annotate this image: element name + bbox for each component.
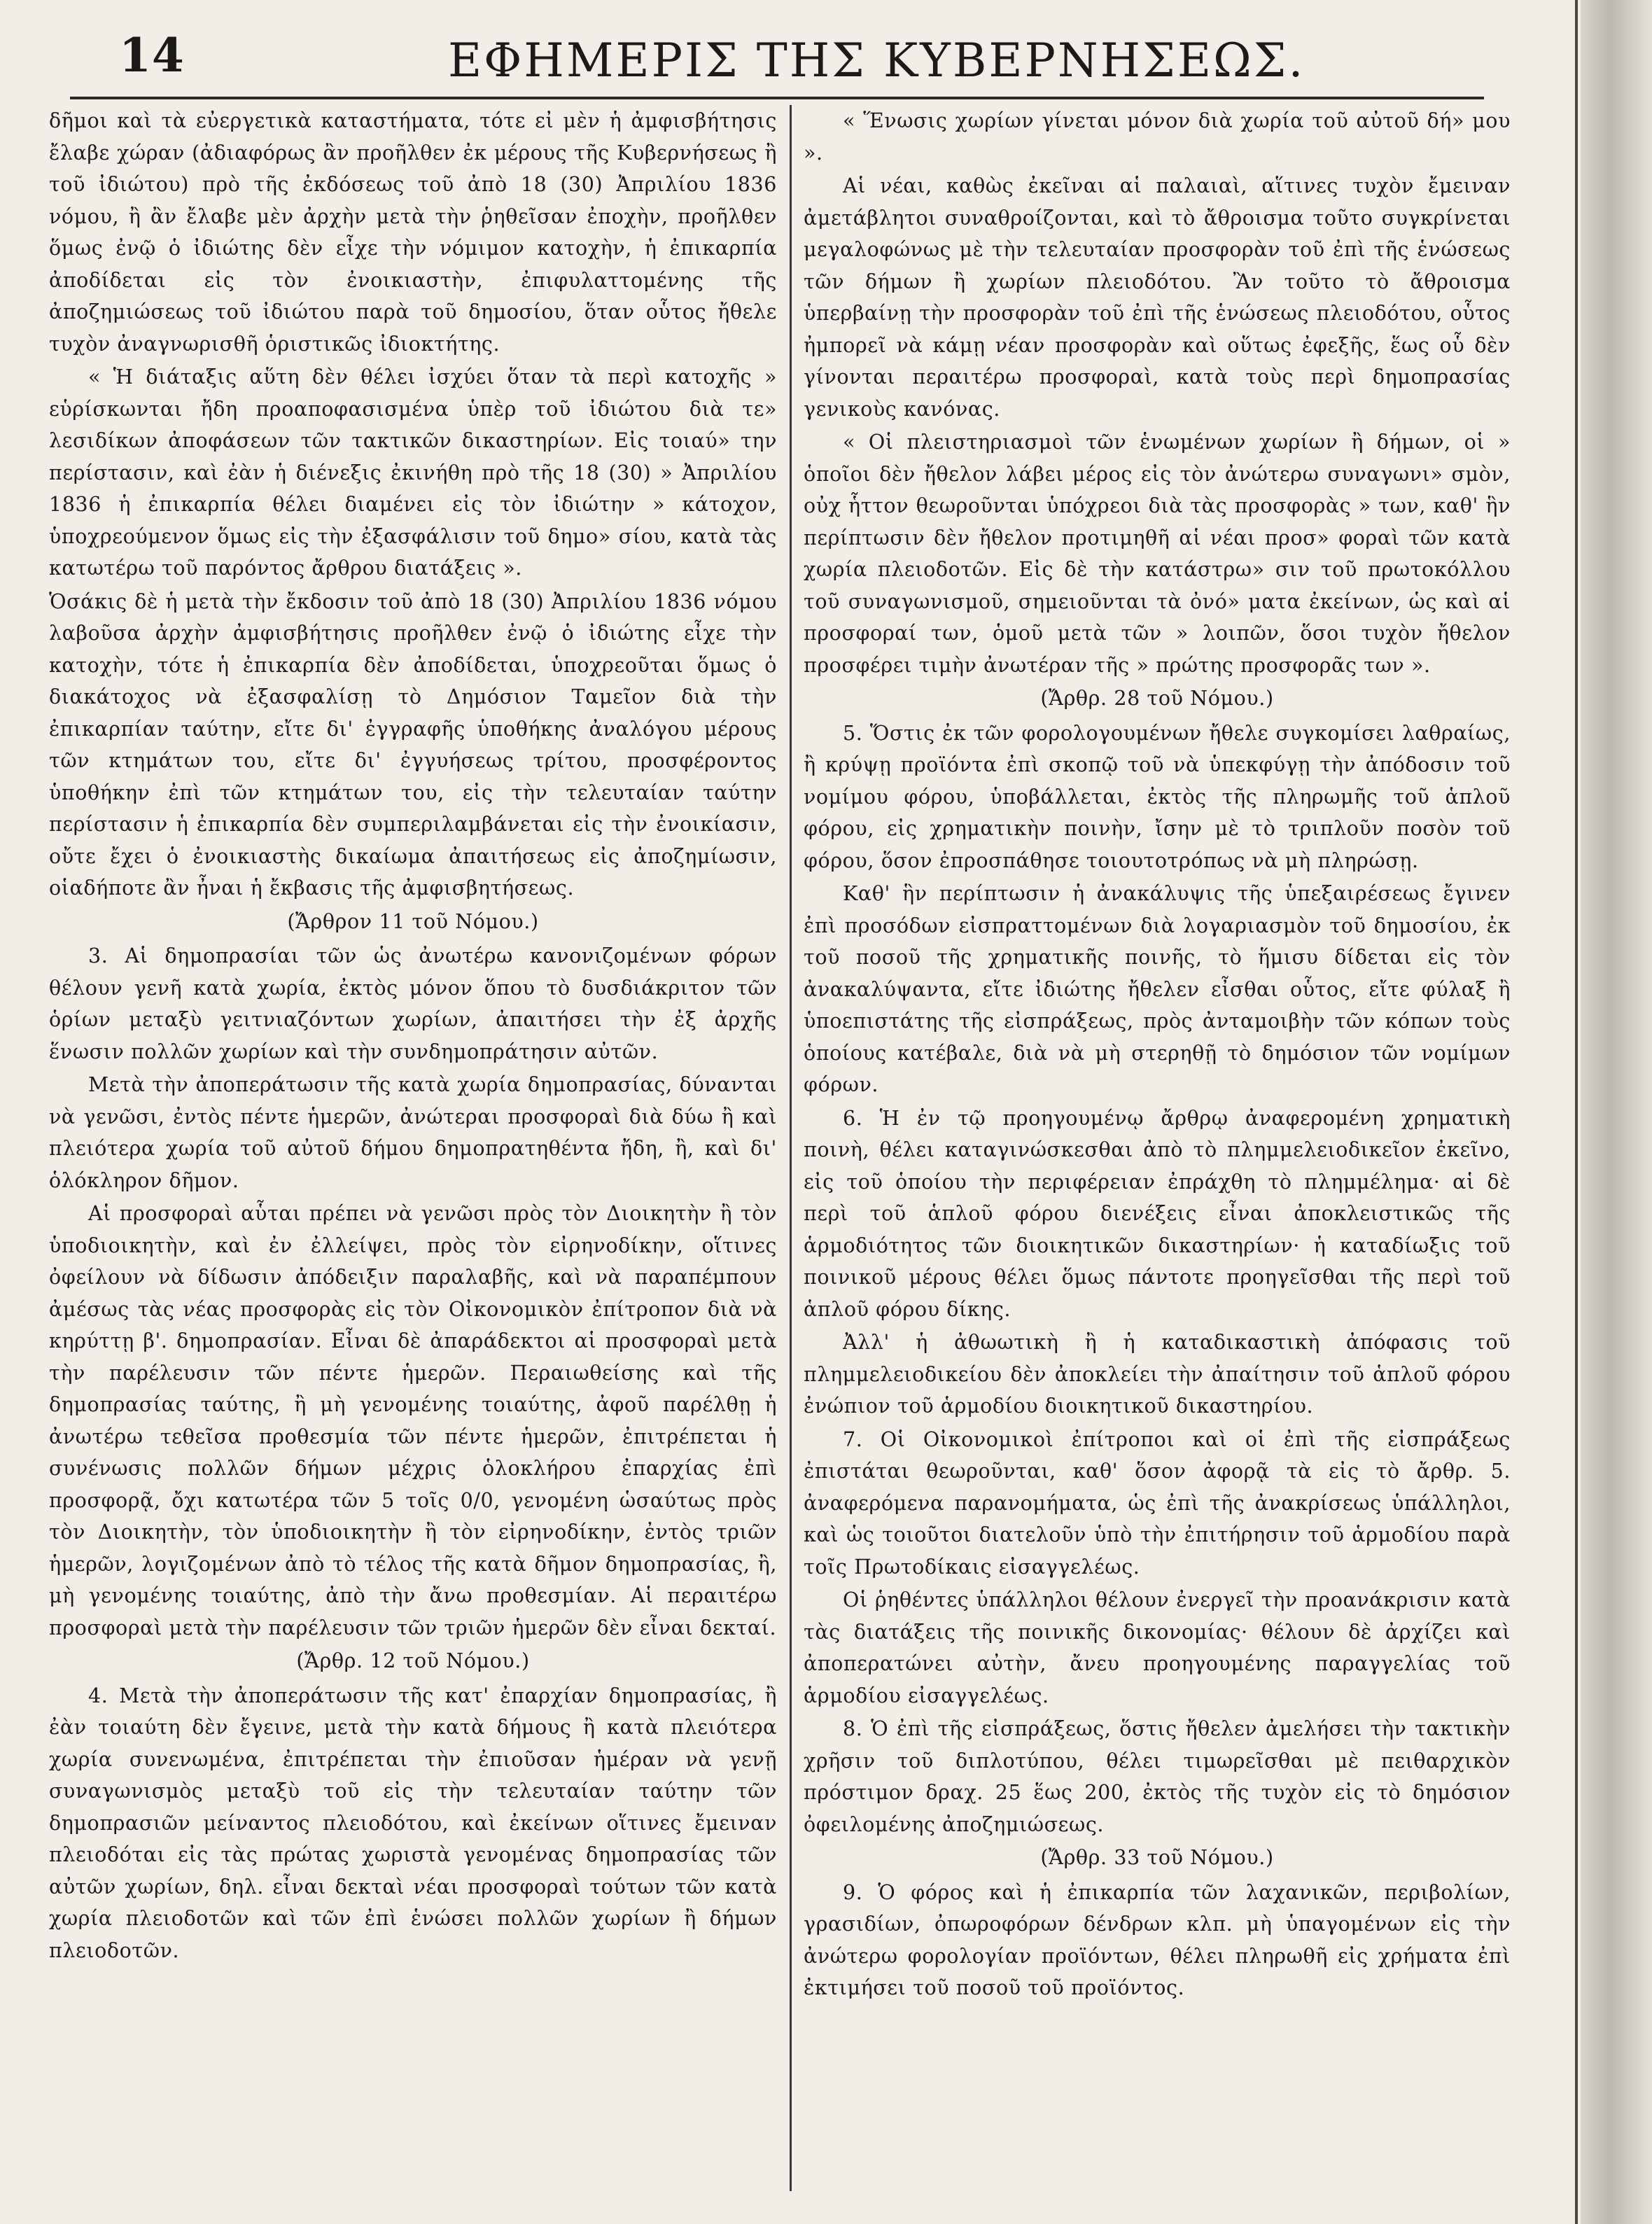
gazette-title: ΕΦΗΜΕΡΙΣ ΤΗΣ ΚΥΒΕΡΝΗΣΕΩΣ. xyxy=(448,34,1306,88)
paragraph: Καθ' ἣν περίπτωσιν ἡ ἀνακάλυψις τῆς ὑπεξαιρέσεως ἔγινεν ἐπὶ προσόδων εἰσπραττομένων διὰ λογαριασμὸν τοῦ δημοσίου, ἐκ τοῦ ποσοῦ τῆς χρηματικῆς ποινῆς, τὸ ἥμισυ δίδεται εἰς τὸν ἀνακαλύψαντα, εἴτε ἰδιώτης ἤθελεν εἶσθαι οὗτος, εἴτε φύλαξ ἢ ὑποεπιστάτης τῆς εἰσπράξεως, πρὸς ἀνταμοιβὴν τῶν κόπων τοὺς ὁποίους κατέβαλε, διὰ νὰ μὴ στερηθῇ τὸ δημόσιον τῶν νομίμων φόρων. xyxy=(804,882,1511,1096)
paragraph-section-3: 3. Αἱ δημοπρασίαι τῶν ὡς ἀνωτέρω κανονιζομένων φόρων θέλουν γενῆ κατὰ χωρία, ἐκτὸς μόνον ὅπου τὸ δυσδιάκριτον τῶν ὁρίων μεταξὺ γειτνιαζόντων χωρίων, ἀπαιτήσει τὴν ἐξ ἀρχῆς ἕνωσιν πολλῶν χωρίων καὶ τὴν συνδημοπράτησιν αὐτῶν. xyxy=(49,944,777,1063)
paragraph-section-7: 7. Οἱ Οἰκονομικοὶ ἐπίτροποι καὶ οἱ ἐπὶ τῆς εἰσπράξεως ἐπιστάται θεωροῦνται, καθ' ὅσον ἀφορᾷ τὰ εἰς τὸ ἄρθρ. 5. ἀναφερόμενα παρανομήματα, ὡς ἐπὶ τῆς ἀνακρίσεως ὑπάλληλοι, καὶ ὡς τοιοῦτοι διατελοῦν ὑπὸ τὴν ἐπιτήρησιν τοῦ ἁρμοδίου παρὰ τοῖς Πρωτοδίκαις εἰσαγγελέως. xyxy=(804,1427,1511,1579)
page-edge-line xyxy=(1575,0,1578,2224)
paragraph-section-4: 4. Μετὰ τὴν ἀποπεράτωσιν τῆς κατ' ἐπαρχίαν δημοπρασίας, ἢ ἐὰν τοιαύτη δὲν ἔγεινε, μετὰ τὴν κατὰ δήμους ἢ κατὰ πλειότερα χωρία συνενωμένα, ἐπιτρέπεται τὴν ἐπιοῦσαν ἡμέραν νὰ γενῇ συναγωνισμὸς μεταξὺ τοῦ εἰς τὴν τελευταίαν ταύτην τῶν δημοπρασιῶν μείναντος πλειοδότου, καὶ ἐκείνων οἵτινες ἔμειναν πλειοδόται εἰς τὰς πρώτας χωριστὰ γενομένας δημοπρασίας τῶν αὐτῶν χωρίων, δηλ. εἶναι δεκταὶ νέαι προσφοραὶ τούτων τῶν κατὰ χωρία πλειοδοτῶν καὶ τῶν ἐπὶ ἑνώσει πολλῶν χωρίων ἢ δήμων πλειοδοτῶν. xyxy=(49,1684,777,1962)
paragraph: Μετὰ τὴν ἀποπεράτωσιν τῆς κατὰ χωρία δημοπρασίας, δύνανται νὰ γενῶσι, ἐντὸς πέντε ἡμερῶν, ἀνώτεραι προσφοραὶ διὰ δύω ἢ καὶ πλειότερα χωρία τοῦ αὐτοῦ δήμου δημοπρατηθέντα ἤδη, ἢ, καὶ δι' ὁλόκληρον δῆμον. xyxy=(49,1073,777,1192)
right-column xyxy=(804,105,1511,2006)
law-reference: (Ἄρθρ. 33 τοῦ Νόμου.) xyxy=(1040,1846,1274,1869)
paragraph: Ὁσάκις δὲ ἡ μετὰ τὴν ἔκδοσιν τοῦ ἀπὸ 18 (30) Ἀπριλίου 1836 νόμου λαβοῦσα ἀρχὴν ἀμφισβήτησις προῆλθεν ἐνῷ ὁ ἰδιώτης εἶχε τὴν κατοχὴν, τότε ἡ ἐπικαρπία δὲν ἀποδίδεται, ὑποχρεοῦται ὅμως ὁ διακάτοχος νὰ ἐξασφαλίσῃ τὸ Δημόσιον Ταμεῖον διὰ τὴν ἐπικαρπίαν ταύτην, εἴτε δι' ἐγγραφῆς ὑποθήκης ἀναλόγου μέρους τῶν κτημάτων του, εἴτε δι' ἐγγυήσεως τρίτου, προσφέροντος ὑποθήκην ἐπὶ τῶν κτημάτων του, εἰς τὴν τελευταίαν ταύτην περίστασιν ἡ ἐπικαρπία δὲν συμπεριλαμβάνεται εἰς τὴν ἐνοικίασιν, οὔτε ἔχει ὁ ἐνοικιαστὴς δικαίωμα ἀπαιτήσεως εἰς ἀποζημίωσιν, οἱαδήποτε ἂν ἦναι ἡ ἔκβασις τῆς ἀμφισβητήσεως. xyxy=(49,589,777,900)
quoted-paragraph: « Οἱ πλειστηριασμοὶ τῶν ἑνωμένων χωρίων ἢ δήμων, οἱ » ὁποῖοι δὲν ἤθελον λάβει μέρος εἰς τὸν ἀνώτερω συναγωνι» σμὸν, οὐχ ἧττον θεωροῦνται ὑπόχρεοι διὰ τὰς προσφορὰς » των, καθ' ἣν περίπτωσιν δὲν ἤθελον προτιμηθῆ αἱ νέαι προσ» φοραὶ τῶν κατὰ χωρία πλειοδοτῶν. Εἰς δὲ τὴν κατάστρω» σιν τοῦ πρωτοκόλλου τοῦ συναγωνισμοῦ, σημειοῦνται τὰ ὀνό» ματα ἐκείνων, ὡς καὶ αἱ προσφοραί των, ὁμοῦ μετὰ τῶν » λοιπῶν, ὅσοι τυχὸν ἤθελον προσφέρει τιμὴν ἀνωτέραν τῆς » πρώτης προσφορᾶς των ». xyxy=(804,431,1511,677)
paragraph: δῆμοι καὶ τὰ εὐεργετικὰ καταστήματα, τότε εἰ μὲν ἡ ἀμφισβήτησις ἔλαβε χώραν (ἀδιαφόρως ἂν προῆλθεν ἐκ μέρους τῆς Κυβερνήσεως ἢ τοῦ ἰδιώτου) πρὸ τῆς ἐκδόσεως τοῦ ἀπὸ 18 (30) Ἀπριλίου 1836 νόμου, ἢ ἂν ἔλαβε μὲν ἀρχὴν μετὰ τὴν ῥηθεῖσαν ἐποχὴν, προῆλθεν ὅμως ἐνῷ ὁ ἰδιώτης δὲν εἶχε τὴν νόμιμον κατοχὴν, ἡ ἐπικαρπία ἀποδίδεται εἰς τὸν ἐνοικιαστὴν, ἐπιφυλαττομένης τῆς ἀποζημιώσεως τοῦ ἰδιώτου παρὰ τοῦ δημοσίου, ὅταν οὗτος ἤθελε τυχὸν ἀναγνωρισθῆ ὁριστικῶς ἰδιοκτήτης. xyxy=(49,109,777,356)
page-edge xyxy=(1581,0,1652,2224)
paragraph: Οἱ ῥηθέντες ὑπάλληλοι θέλουν ἐνεργεῖ τὴν προανάκρισιν κατὰ τὰς διατάξεις τῆς ποινικῆς δικονομίας· θέλουν δὲ ἀρχίζει καὶ ἀποπερατώνει αὐτὴν, ἄνευ προηγουμένης παραγγελίας τοῦ ἁρμοδίου εἰσαγγελέως. xyxy=(804,1588,1511,1707)
law-reference: (Ἄρθρ. 12 τοῦ Νόμου.) xyxy=(296,1649,530,1672)
paragraph-section-9: 9. Ὁ φόρος καὶ ἡ ἐπικαρπία τῶν λαχανικῶν, περιβολίων, γρασιδίων, ὀπωροφόρων δένδρων κλπ. μὴ ὑπαγομένων εἰς τὴν ἀνώτερω φορολογίαν προϊόντων, θέλει πληρωθῆ εἰς χρήματα ἐπὶ ἐκτιμήσει τοῦ ποσοῦ τοῦ προϊόντος. xyxy=(804,1880,1511,1999)
law-reference: (Ἄρθρον 11 τοῦ Νόμου.) xyxy=(287,909,539,933)
column-divider xyxy=(790,105,792,2191)
paragraph-section-5: 5. Ὅστις ἐκ τῶν φορολογουμένων ἤθελε συγκομίσει λαθραίως, ἢ κρύψῃ προϊόντα ἐπὶ σκοπῷ τοῦ νὰ ὑπεκφύγῃ τὴν ἀπόδοσιν τοῦ νομίμου φόρου, ὑποβάλλεται, ἐκτὸς τῆς πληρωμῆς τοῦ ἁπλοῦ φόρου, εἰς χρηματικὴν ποινὴν, ἴσην μὲ τὸ τριπλοῦν ποσὸν τοῦ φόρου, ὅσον ἐπροσπάθησε τοιουτοτρόπως νὰ μὴ πληρώσῃ. xyxy=(804,721,1511,872)
quoted-paragraph: « Ἡ διάταξις αὕτη δὲν θέλει ἰσχύει ὅταν τὰ περὶ κατοχῆς » εὑρίσκωνται ἤδη προαποφασισμένα ὑπὲρ τοῦ ἰδιώτου διὰ τε» λεσιδίκων ἀποφάσεων τῶν τακτικῶν δικαστηρίων. Εἰς τοιαύ» την περίστασιν, καὶ ἐὰν ἡ διένεξις ἐκινήθη πρὸ τῆς 18 (30) » Ἀπριλίου 1836 ἡ ἐπικαρπία θέλει διαμένει εἰς τὸν ἰδιώτην » κάτοχον, ὑποχρεούμενον ὅμως εἰς τὴν ἐξασφάλισιν τοῦ δημο» σίου, κατὰ τὰς κατωτέρω τοῦ παρόντος ἄρθρου διατάξεις ». xyxy=(49,365,777,580)
quoted-paragraph: « Ἕνωσις χωρίων γίνεται μόνον διὰ χωρία τοῦ αὐτοῦ δή» μου ». xyxy=(804,109,1511,165)
header-rule xyxy=(70,97,1484,99)
paragraph: Αἱ προσφοραὶ αὗται πρέπει νὰ γενῶσι πρὸς τὸν Διοικητὴν ἢ τὸν ὑποδιοικητὴν, καὶ ἐν ἐλλείψει, πρὸς τὸν εἰρηνοδίκην, οἵτινες ὀφείλουν νὰ δίδωσιν ἀπόδειξιν παραλαβῆς, καὶ νὰ παραπέμπουν ἀμέσως τὰς νέας προσφορὰς εἰς τὸν Οἰκονομικὸν ἐπίτροπον διὰ νὰ κηρύττῃ β'. δημοπρασίαν. Εἶναι δὲ ἀπαράδεκτοι αἱ προσφοραὶ μετὰ τὴν παρέλευσιν τῶν πέντε ἡμερῶν. Περαιωθείσης καὶ τῆς δημοπρασίας ταύτης, ἢ μὴ γενομένης τοιαύτης, ἀφοῦ παρέλθῃ ἡ ἀνωτέρω τεθεῖσα προθεσμία τῶν πέντε ἡμερῶν, ἐπιτρέπεται ἡ συνένωσις πολλῶν δήμων μέχρις ὁλοκλήρου ἐπαρχίας ἐπὶ προσφορᾷ, ὄχι κατωτέρα τῶν 5 τοῖς 0/0, γενομένη ὡσαύτως πρὸς τὸν Διοικητὴν, τὸν ὑποδιοικητὴν ἢ τὸν εἰρηνοδίκην, ἐντὸς τριῶν ἡμερῶν, λογιζομένων ἀπὸ τὸ τέλος τῆς κατὰ δῆμον δημοπρασίας, ἢ, μὴ γενομένης τοιαύτης, ἀπὸ τὴν ἄνω προθεσμίαν. Αἱ περαιτέρω προσφοραὶ μετὰ τὴν παρέλευσιν τῶν τριῶν ἡμερῶν δὲν εἶναι δεκταί. xyxy=(49,1202,777,1639)
paragraph: Ἀλλ' ἡ ἀθωωτικὴ ἢ ἡ καταδικαστικὴ ἀπόφασις τοῦ πλημμελειοδικείου δὲν ἀποκλείει τὴν ἀπαίτησιν τοῦ ἁπλοῦ φόρου ἐνώπιον τοῦ ἁρμοδίου διοικητικοῦ δικαστηρίου. xyxy=(804,1331,1511,1418)
left-column xyxy=(49,105,777,1968)
paragraph: Αἱ νέαι, καθὼς ἐκεῖναι αἱ παλαιαὶ, αἵτινες τυχὸν ἔμειναν ἀμετάβλητοι συναθροίζονται, καὶ τὸ ἄθροισμα τοῦτο συγκρίνεται μεγαλοφώνως μὲ τὴν τελευταίαν προσφορὰν τοῦ ἐπὶ τῆς ἑνώσεως τῶν δήμων ἢ χωρίων πλειοδότου. Ἂν τοῦτο τὸ ἄθροισμα ὑπερβαίνῃ τὴν προσφορὰν τοῦ ἐπὶ τῆς ἑνώσεως πλειοδότου, οὗτος ἠμπορεῖ νὰ κάμῃ νέαν προσφορὰν καὶ οὕτως ἐφεξῆς, ἕως οὗ δὲν γίνονται περαιτέρω προσφοραὶ, κατὰ τοὺς περὶ δημοπρασίας γενικοὺς κανόνας. xyxy=(804,174,1511,421)
paragraph-section-8: 8. Ὁ ἐπὶ τῆς εἰσπράξεως, ὅστις ἤθελεν ἀμελήσει τὴν τακτικὴν χρῆσιν τοῦ διπλοτύπου, θέλει τιμωρεῖσθαι μὲ πειθαρχικὸν πρόστιμον δραχ. 25 ἕως 200, ἐκτὸς τῆς τυχὸν εἰς τὸ δημόσιον ὀφειλομένης ἀποζημιώσεως. xyxy=(804,1717,1511,1836)
law-reference: (Ἄρθρ. 28 τοῦ Νόμου.) xyxy=(1040,687,1274,710)
paragraph-section-6: 6. Ἡ ἐν τῷ προηγουμένῳ ἄρθρῳ ἀναφερομένη χρηματικὴ ποινὴ, θέλει καταγινώσκεσθαι ἀπὸ τὸ πλημμελειοδικεῖον ἐκεῖνο, εἰς τοῦ ὁποίου τὴν περιφέρειαν ἐπράχθη τὸ πλημμέλημα· αἱ δὲ περὶ τοῦ ἁπλοῦ φόρου διενέξεις εἶναι ἀποκλειστικῶς τῆς ἁρμοδιότητος τῶν διοικητικῶν δικαστηρίων· ἡ καταδίωξις τοῦ ποινικοῦ μέρους θέλει ὅμως πάντοτε προηγεῖσθαι τῆς περὶ τοῦ ἁπλοῦ φόρου δίκης. xyxy=(804,1106,1511,1321)
page-number: 14 xyxy=(119,28,185,83)
